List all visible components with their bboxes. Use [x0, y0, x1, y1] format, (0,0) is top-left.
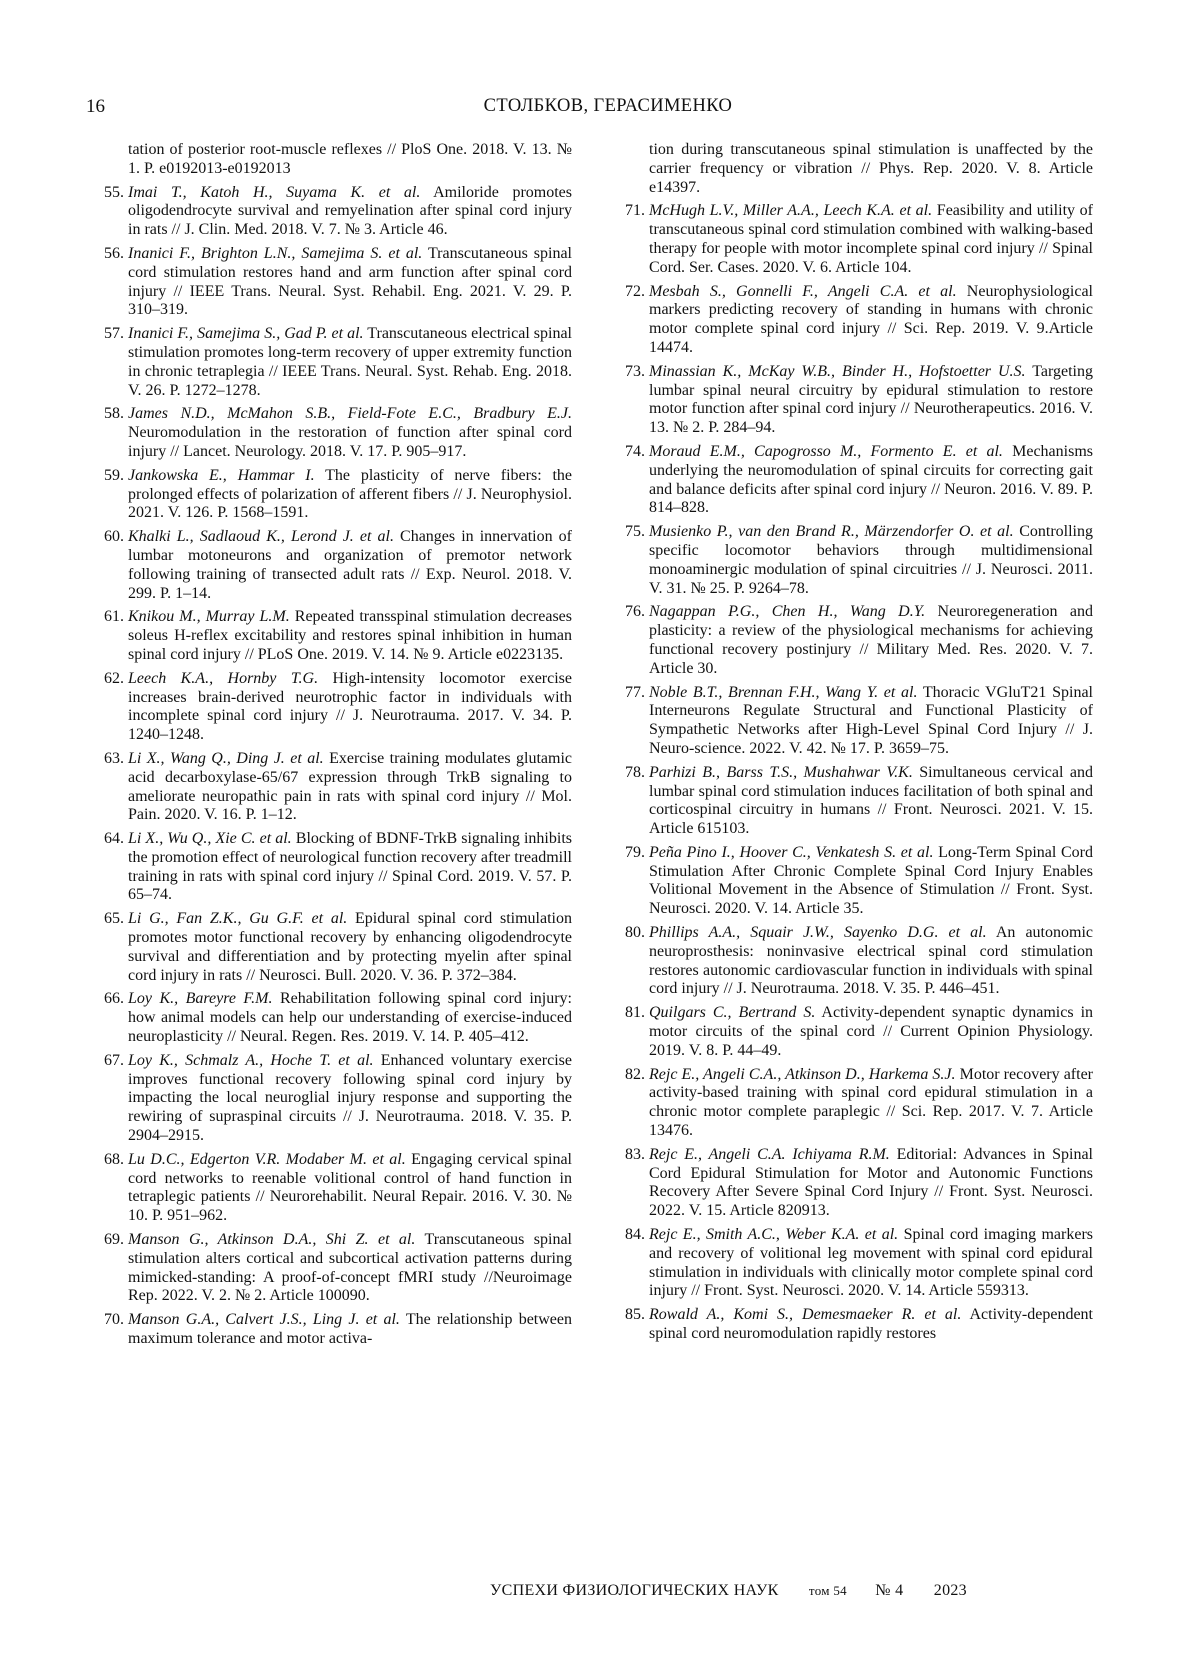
reference-number: 63.	[90, 750, 124, 769]
reference-authors: Rejc E., Angeli C.A., Atkinson D., Harkema S.J.	[649, 1066, 956, 1083]
reference-entry	[102, 910, 572, 985]
reference-number: 65.	[90, 910, 124, 929]
reference-authors: Li X., Wu Q., Xie C. et al.	[128, 830, 292, 847]
reference-entry	[623, 1146, 1093, 1221]
reference-text: Editorial: Advances in Spinal Cord Epidural Stimulation for Motor and Autonomic Functions Recovery After Severe Spinal Cord Injury // Front. Syst. Neurosci. 2022. V. 15. Article 820913.	[649, 1146, 1093, 1219]
running-title: СТОЛБКОВ, ГЕРАСИМЕНКО	[86, 96, 1130, 117]
reference-number: 85.	[611, 1306, 645, 1325]
reference-text: Transcutaneous spinal stimulation alters cortical and subcortical activation patterns during mimicked-standing: A proof-of-concept fMRI study //Neuroimage Rep. 2022. V. 2. № 2. Article 100090.	[128, 1231, 572, 1304]
reference-authors: Li X., Wang Q., Ding J. et al.	[128, 750, 324, 767]
journal-page	[0, 0, 1200, 1669]
reference-authors: Manson G., Atkinson D.A., Shi Z. et al.	[128, 1231, 415, 1248]
reference-text: Enhanced voluntary exercise improves functional recovery following spinal cord injury by impacting the local neuroglial injury response and supporting the rewiring of supraspinal circuits // J. Neurotrauma. 2018. V. 35. P. 2904–2915.	[128, 1052, 572, 1144]
reference-entry	[102, 325, 572, 400]
reference-authors: Musienko P., van den Brand R., Märzendorfer O. et al.	[649, 523, 1014, 540]
reference-authors: Rejc E., Angeli C.A. Ichiyama R.M.	[649, 1146, 890, 1163]
left-column	[102, 141, 572, 1354]
page-number: 16	[86, 96, 105, 118]
reference-number: 80.	[611, 924, 645, 943]
reference-entry	[102, 608, 572, 664]
reference-authors: Loy K., Bareyre F.M.	[128, 990, 272, 1007]
reference-authors: Noble B.T., Brennan F.H., Wang Y. et al.	[649, 684, 917, 701]
reference-text: Neuromodulation in the restoration of function after spinal cord injury // Lancet. Neurology. 2018. V. 17. P. 905–917.	[128, 424, 572, 460]
reference-text: Controlling specific locomotor behaviors through multidimensional monoaminergic modulation of spinal circuitries // J. Neurosci. 2011. V. 31. № 25. P. 9264–78.	[649, 523, 1093, 596]
reference-authors: Minassian K., McKay W.B., Binder H., Hofstoetter U.S.	[649, 363, 1026, 380]
reference-authors: McHugh L.V., Miller A.A., Leech K.A. et al.	[649, 202, 932, 219]
reference-entry	[102, 467, 572, 523]
reference-entry	[623, 523, 1093, 598]
reference-entry	[623, 1226, 1093, 1301]
reference-text: Neuroregeneration and plasticity: a review of the physiological mechanisms for achieving functional recovery postinjury // Military Med. Res. 2020. V. 7. Article 30.	[649, 603, 1093, 676]
reference-entry	[623, 764, 1093, 839]
reference-number: 58.	[90, 405, 124, 424]
reference-text: tion during transcutaneous spinal stimulation is unaffected by the carrier frequency or vibration // Phys. Rep. 2020. V. 8. Article e14397.	[649, 141, 1093, 196]
reference-number: 68.	[90, 1151, 124, 1170]
reference-authors: James N.D., McMahon S.B., Field-Fote E.C., Bradbury E.J.	[128, 405, 572, 422]
reference-text: Rehabilitation following spinal cord injury: how animal models can help our understanding of exercise-induced neuroplasticity // Neural. Regen. Res. 2019. V. 14. P. 405–412.	[128, 990, 572, 1045]
reference-entry	[102, 141, 572, 179]
reference-entry	[102, 245, 572, 320]
reference-text: Activity-dependent synaptic dynamics in motor circuits of the spinal cord // Current Opinion Physiology. 2019. V. 8. P. 44–49.	[649, 1004, 1093, 1059]
reference-authors: Parhizi B., Barss T.S., Mushahwar V.K.	[649, 764, 913, 781]
reference-authors: Leech K.A., Hornby T.G.	[128, 670, 318, 687]
reference-number: 60.	[90, 528, 124, 547]
reference-entry	[623, 603, 1093, 678]
reference-entry	[623, 1066, 1093, 1141]
reference-entry	[623, 924, 1093, 999]
reference-number: 83.	[611, 1146, 645, 1165]
reference-number: 74.	[611, 443, 645, 462]
reference-number: 75.	[611, 523, 645, 542]
reference-text: Exercise training modulates glutamic acid decarboxylase-65/67 expression through TrkB signaling to ameliorate neuropathic pain in rats with spinal cord injury // Mol. Pain. 2020. V. 16. P. 1–12.	[128, 750, 572, 823]
reference-authors: Peña Pino I., Hoover C., Venkatesh S. et al.	[649, 844, 933, 861]
reference-number: 66.	[90, 990, 124, 1009]
reference-text: Repeated transspinal stimulation decreases soleus H-reflex excitability and restores spinal inhibition in human spinal cord injury // PLoS One. 2019. V. 14. № 9. Article e0223135.	[128, 608, 572, 663]
reference-text: The plasticity of nerve fibers: the prolonged effects of polarization of afferent fibers // J. Neurophysiol. 2021. V. 126. P. 1568–1591.	[128, 467, 572, 522]
reference-authors: Jankowska E., Hammar I.	[128, 467, 315, 484]
reference-authors: Moraud E.M., Capogrosso M., Formento E. et al.	[649, 443, 1003, 460]
reference-number: 55.	[90, 184, 124, 203]
reference-authors: Mesbah S., Gonnelli F., Angeli C.A. et al.	[649, 283, 957, 300]
reference-number: 69.	[90, 1231, 124, 1250]
reference-number: 64.	[90, 830, 124, 849]
reference-text: Long-Term Spinal Cord Stimulation After Chronic Complete Spinal Cord Injury Enables Volitional Movement in the Absence of Stimulation // Front. Syst. Neurosci. 2020. V. 14. Article 35.	[649, 844, 1093, 917]
reference-number: 56.	[90, 245, 124, 264]
reference-authors: Rowald A., Komi S., Demesmaeker R. et al.	[649, 1306, 961, 1323]
right-column	[623, 141, 1093, 1349]
reference-text: Activity-dependent spinal cord neuromodulation rapidly restores	[649, 1306, 1093, 1342]
reference-text: tation of posterior root-muscle reflexes // PloS One. 2018. V. 13. № 1. P. e0192013-e0192013	[128, 141, 572, 177]
reference-text: Amiloride promotes oligodendrocyte survival and remyelination after spinal cord injury in rats // J. Clin. Med. 2018. V. 7. № 3. Article 46.	[128, 184, 572, 239]
journal-year: 2023	[934, 1582, 967, 1600]
reference-text: Neurophysiological markers predicting recovery of standing in humans with chronic motor complete spinal cord injury // Sci. Rep. 2019. V. 9.Article 14474.	[649, 283, 1093, 356]
journal-name: УСПЕХИ ФИЗИОЛОГИЧЕСКИХ НАУК	[490, 1582, 779, 1600]
page-header	[86, 96, 1130, 122]
reference-number: 61.	[90, 608, 124, 627]
reference-number: 78.	[611, 764, 645, 783]
reference-authors: Li G., Fan Z.K., Gu G.F. et al.	[128, 910, 347, 927]
reference-text: Engaging cervical spinal cord networks to reenable volitional control of hand function in tetraplegic patients // Neurorehabilit. Neural Repair. 2016. V. 30. № 10. P. 951–962.	[128, 1151, 572, 1224]
reference-text: Thoracic VGluT21 Spinal Interneurons Regulate Structural and Functional Plasticity of Sympathetic Networks after High-Level Spinal Cord Injury // J. Neuro-science. 2022. V. 42. № 17. P. 3659–75.	[649, 684, 1093, 757]
reference-entry	[623, 844, 1093, 919]
reference-entry	[102, 184, 572, 240]
reference-entry	[102, 1151, 572, 1226]
reference-text: Simultaneous cervical and lumbar spinal cord stimulation induces facilitation of both spinal and corticospinal circuitry in humans // Front. Neurosci. 2021. V. 15. Article 615103.	[649, 764, 1093, 837]
journal-volume: том 54	[809, 1583, 847, 1599]
journal-issue: № 4	[875, 1582, 903, 1600]
reference-number: 81.	[611, 1004, 645, 1023]
reference-entry	[102, 1311, 572, 1349]
reference-text: Mechanisms underlying the neuromodulation of spinal circuits for correcting gait and balance deficits after spinal cord injury // Neuron. 2016. V. 89. P. 814–828.	[649, 443, 1093, 516]
reference-text: Spinal cord imaging markers and recovery of volitional leg movement with spinal cord epidural stimulation in individuals with clinically motor complete spinal cord injury // Front. Syst. Neurosci. 2020. V. 14. Article 559313.	[649, 1226, 1093, 1299]
reference-entry	[623, 443, 1093, 518]
reference-entry	[623, 202, 1093, 277]
reference-text: High-intensity locomotor exercise increases brain-derived neurotrophic factor in individuals with incomplete spinal cord injury // J. Neurotrauma. 2017. V. 34. P. 1240–1248.	[128, 670, 572, 743]
reference-number: 84.	[611, 1226, 645, 1245]
reference-authors: Phillips A.A., Squair J.W., Sayenko D.G. et al.	[649, 924, 987, 941]
reference-entry	[623, 141, 1093, 197]
reference-text: The relationship between maximum tolerance and motor activa-	[128, 1311, 572, 1347]
reference-entry	[102, 990, 572, 1046]
reference-authors: Knikou M., Murray L.M.	[128, 608, 290, 625]
reference-entry	[623, 684, 1093, 759]
reference-entry	[102, 670, 572, 745]
reference-number: 73.	[611, 363, 645, 382]
reference-text: Changes in innervation of lumbar motoneurons and organization of premotor network following training of transected adult rats // Exp. Neurol. 2018. V. 299. P. 1–14.	[128, 528, 572, 601]
reference-number: 62.	[90, 670, 124, 689]
reference-number: 82.	[611, 1066, 645, 1085]
reference-number: 79.	[611, 844, 645, 863]
reference-entry	[623, 283, 1093, 358]
reference-number: 77.	[611, 684, 645, 703]
reference-text: Targeting lumbar spinal neural circuitry by epidural stimulation to restore motor function after spinal cord injury // Neurotherapeutics. 2016. V. 13. № 2. P. 284–94.	[649, 363, 1093, 436]
reference-entry	[102, 1052, 572, 1146]
reference-number: 67.	[90, 1052, 124, 1071]
reference-number: 76.	[611, 603, 645, 622]
reference-entry	[102, 405, 572, 461]
reference-authors: Inanici F., Brighton L.N., Samejima S. et al.	[128, 245, 422, 262]
reference-entry	[623, 1004, 1093, 1060]
reference-text: Motor recovery after activity-based training with spinal cord epidural stimulation in a chronic motor complete paraplegic // Sci. Rep. 2017. V. 7. Article 13476.	[649, 1066, 1093, 1139]
reference-authors: Imai T., Katoh H., Suyama K. et al.	[128, 184, 420, 201]
reference-number: 59.	[90, 467, 124, 486]
reference-text: Blocking of BDNF-TrkB signaling inhibits the promotion effect of neurological function recovery after treadmill training in rats with spinal cord injury // Spinal Cord. 2019. V. 57. P. 65–74.	[128, 830, 572, 903]
reference-authors: Khalki L., Sadlaoud K., Lerond J. et al.	[128, 528, 394, 545]
reference-authors: Manson G.A., Calvert J.S., Ling J. et al.	[128, 1311, 400, 1328]
reference-text: Transcutaneous electrical spinal stimulation promotes long-term recovery of upper extremity function in chronic tetraplegia // IEEE Trans. Neural. Syst. Rehab. Eng. 2018. V. 26. P. 1272–1278.	[128, 325, 572, 398]
reference-entry	[102, 750, 572, 825]
reference-number: 71.	[611, 202, 645, 221]
page-footer	[490, 1582, 1130, 1606]
reference-authors: Loy K., Schmalz A., Hoche T. et al.	[128, 1052, 374, 1069]
reference-text: Epidural spinal cord stimulation promotes motor functional recovery by enhancing oligodendrocyte survival and differentiation and by protecting myelin after spinal cord injury in rats // Neurosci. Bull. 2020. V. 36. P. 372–384.	[128, 910, 572, 983]
reference-authors: Nagappan P.G., Chen H., Wang D.Y.	[649, 603, 925, 620]
reference-authors: Quilgars C., Bertrand S.	[649, 1004, 815, 1021]
reference-authors: Rejc E., Smith A.C., Weber K.A. et al.	[649, 1226, 898, 1243]
reference-authors: Lu D.C., Edgerton V.R. Modaber M. et al.	[128, 1151, 406, 1168]
reference-entry	[102, 1231, 572, 1306]
reference-number: 72.	[611, 283, 645, 302]
reference-text: An autonomic neuroprosthesis: noninvasive electrical spinal cord stimulation restores autonomic cardiovascular function in individuals with spinal cord injury // J. Neurotrauma. 2018. V. 35. P. 446–451.	[649, 924, 1093, 997]
reference-entry	[102, 528, 572, 603]
reference-number: 57.	[90, 325, 124, 344]
reference-entry	[623, 1306, 1093, 1344]
reference-text: Feasibility and utility of transcutaneous spinal cord stimulation combined with walking-based therapy for people with motor incomplete spinal cord injury // Spinal Cord. Ser. Cases. 2020. V. 6. Article 104.	[649, 202, 1093, 275]
reference-number: 70.	[90, 1311, 124, 1330]
reference-authors: Inanici F., Samejima S., Gad P. et al.	[128, 325, 364, 342]
reference-entry	[102, 830, 572, 905]
reference-text: Transcutaneous spinal cord stimulation restores hand and arm function after spinal cord injury // IEEE Trans. Neural. Syst. Rehabil. Eng. 2021. V. 29. P. 310–319.	[128, 245, 572, 318]
reference-entry	[623, 363, 1093, 438]
